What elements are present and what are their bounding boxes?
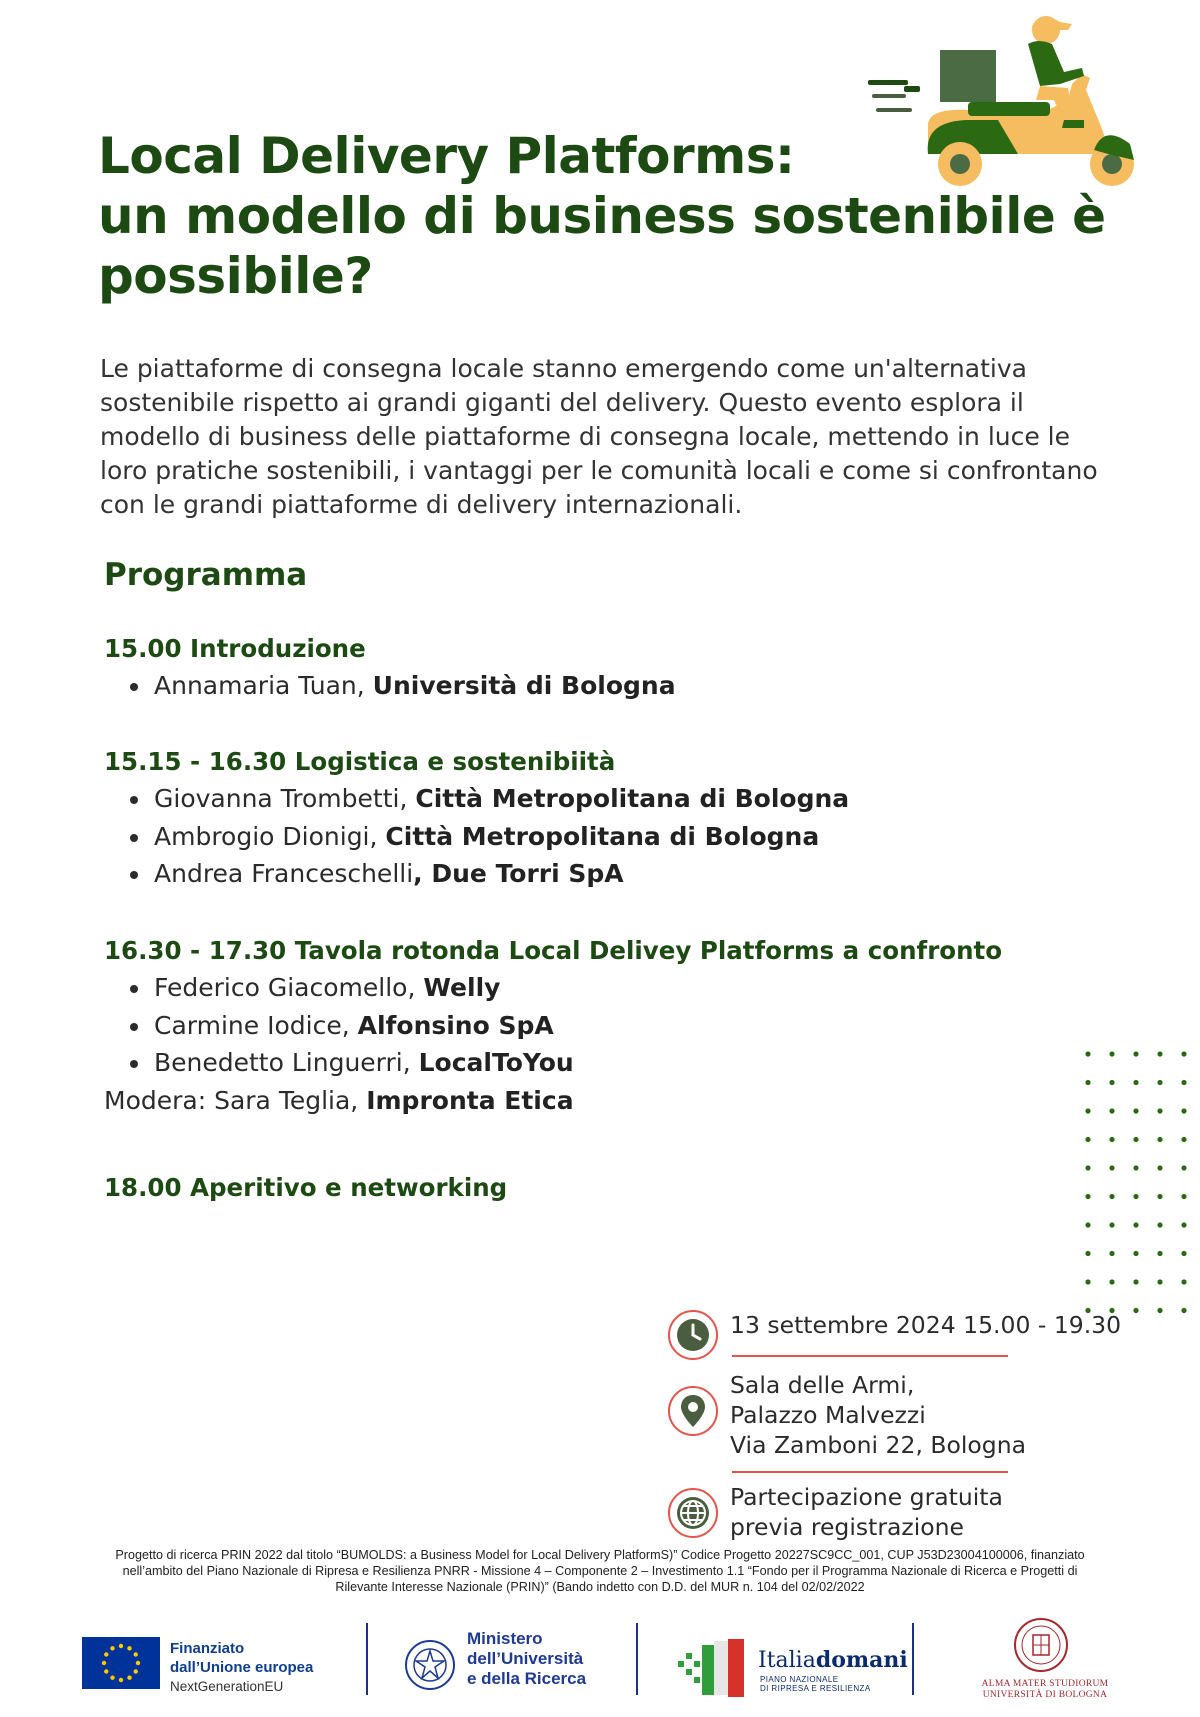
map-pin-icon [668, 1386, 718, 1436]
decoration-dot [1133, 1051, 1138, 1056]
decoration-dot [1133, 1251, 1138, 1256]
speaker-org: Alfonsino SpA [357, 1010, 554, 1040]
decoration-dot [1133, 1108, 1138, 1113]
event-date-row [668, 1310, 1121, 1360]
speaker-item [128, 818, 1104, 856]
unibo-logo-line: ALMA MATER STUDIORUM [981, 1679, 1109, 1689]
speaker-name: Andrea Franceschelli [154, 859, 414, 888]
event-date-line: 13 settembre 2024 15.00 - 19.30 [730, 1311, 1122, 1339]
partner-logos [0, 1615, 1200, 1715]
decoration-dot [1181, 1308, 1186, 1313]
italiadomani-subtitle [760, 1675, 871, 1693]
title-line: Local Delivery Platforms: [98, 127, 795, 185]
intro-line: sostenibile rispetto ai grandi giganti del delivery. Questo evento esplora il [100, 388, 1024, 417]
unibo-logo-text [975, 1679, 1115, 1701]
mur-logo-text [467, 1629, 586, 1689]
decoration-dot [1181, 1137, 1186, 1142]
moderator-org: Impronta Etica [366, 1085, 574, 1115]
dot-grid-decoration [1082, 1048, 1192, 1318]
footnote-line: Rilevante Interesse Nazionale (PRIN)” (Bando indetto con D.D. del MUR n. 104 del 02/02/2022 [335, 1580, 865, 1594]
decoration-dot [1109, 1108, 1114, 1113]
event-location-row [668, 1370, 1026, 1460]
event-location-line: Via Zamboni 22, Bologna [730, 1431, 1026, 1459]
decoration-dot [1181, 1279, 1186, 1284]
decoration-dot [1133, 1080, 1138, 1085]
decoration-dot [1157, 1194, 1162, 1199]
decoration-dot [1085, 1108, 1090, 1113]
speaker-item [128, 1007, 1104, 1045]
eu-logo-line: NextGenerationEU [170, 1679, 284, 1694]
session-title: 15.15 - 16.30 Logistica e sostenibiità [104, 747, 616, 776]
eu-logo-line: Finanziato [170, 1640, 245, 1657]
speaker-org: Città Metropolitana di Bologna [415, 784, 850, 813]
eu-star [134, 1652, 138, 1656]
event-location [730, 1370, 1026, 1460]
decoration-dot [1181, 1251, 1186, 1256]
session-title: 16.30 - 17.30 Tavola rotonda Local Delivey Platforms a confronto [104, 936, 1003, 965]
funding-footnote [20, 1547, 1180, 1595]
session-title: 15.00 Introduzione [104, 634, 366, 663]
speaker-item [128, 780, 1104, 818]
speaker-name: Carmine Iodice, [154, 1010, 358, 1040]
globe-icon [668, 1488, 718, 1538]
decoration-dot [1157, 1108, 1162, 1113]
logo-separator [912, 1623, 914, 1695]
session-title: 18.00 Aperitivo e networking [104, 1173, 508, 1202]
event-registration-line: Partecipazione gratuita [730, 1483, 1003, 1511]
intro-paragraph [100, 352, 1120, 522]
italiadomani-sub-line: PIANO NAZIONALE [760, 1675, 839, 1684]
speaker-name: Ambrogio Dionigi, [154, 821, 386, 851]
speaker-org: Università di Bologna [372, 671, 676, 700]
eu-star [119, 1644, 123, 1648]
speaker-item [128, 855, 1104, 893]
decoration-dot [1157, 1165, 1162, 1170]
italiadomani-wordmark [758, 1647, 908, 1673]
decoration-dot [1133, 1279, 1138, 1284]
speaker-list [128, 780, 1104, 893]
moderator-name: Modera: Sara Teglia, [104, 1085, 367, 1115]
decoration-dot [1085, 1251, 1090, 1256]
decoration-dot [1109, 1137, 1114, 1142]
event-registration [730, 1482, 1003, 1542]
mur-logo-line: dell’Università [467, 1649, 584, 1668]
decoration-dot [1109, 1222, 1114, 1227]
decoration-dot [1133, 1165, 1138, 1170]
decoration-dot [1157, 1251, 1162, 1256]
eu-star [119, 1678, 123, 1682]
decoration-dot [1157, 1308, 1162, 1313]
decoration-dot [1109, 1251, 1114, 1256]
eu-star [127, 1676, 131, 1680]
italiadomani-sub-line: DI RIPRESA E RESILIENZA [760, 1684, 871, 1693]
eu-star [127, 1646, 131, 1650]
eu-star [134, 1669, 138, 1673]
speaker-org: Welly [423, 973, 501, 1002]
agenda-session [104, 933, 1104, 1119]
event-registration-row [668, 1482, 1003, 1542]
decoration-dot [1133, 1308, 1138, 1313]
speaker-name: Giovanna Trombetti, [154, 784, 416, 813]
intro-line: loro pratiche sostenibili, i vantaggi per le comunità locali e come si confrontano [100, 456, 1098, 485]
decoration-dot [1181, 1165, 1186, 1170]
eu-star [110, 1676, 114, 1680]
decoration-dot [1181, 1222, 1186, 1227]
decoration-dot [1133, 1137, 1138, 1142]
clock-icon [668, 1310, 718, 1360]
speaker-item [128, 667, 1104, 705]
italia-light: Italia [758, 1648, 816, 1673]
decoration-dot [1181, 1080, 1186, 1085]
mur-logo-line: e della Ricerca [467, 1669, 587, 1688]
unibo-seal-icon [1013, 1617, 1069, 1673]
decoration-dot [1085, 1279, 1090, 1284]
italia-flag-pixel-icon [676, 1639, 756, 1699]
divider [732, 1471, 1008, 1473]
speaker-name: Annamaria Tuan, [154, 671, 373, 700]
decoration-dot [1109, 1051, 1114, 1056]
agenda-session [104, 1170, 1104, 1206]
italiadomani-logo [676, 1625, 912, 1701]
footnote-line: nell’ambito del Piano Nazionale di Ripresa e Resilienza PNRR - Missione 4 – Componente 2 – Investimento 1.1 “Fondo per il Programma Nazionale di Ricerca e Progetti di [122, 1564, 1078, 1578]
unibo-logo-line: UNIVERSITÀ DI BOLOGNA [982, 1690, 1108, 1700]
decoration-dot [1157, 1222, 1162, 1227]
mur-logo [404, 1629, 604, 1699]
decoration-dot [1157, 1137, 1162, 1142]
mur-logo-line: Ministero [467, 1629, 543, 1648]
eu-star [110, 1646, 114, 1650]
eu-logo [82, 1637, 322, 1697]
page-title [98, 126, 1108, 306]
decoration-dot [1109, 1194, 1114, 1199]
decoration-dot [1109, 1279, 1114, 1284]
event-date [730, 1310, 1121, 1340]
eu-logo-line: dall’Unione europea [170, 1659, 314, 1676]
decoration-dot [1085, 1051, 1090, 1056]
logo-separator [366, 1623, 368, 1695]
intro-line: con le grandi piattaforme di delivery internazionali. [100, 490, 743, 519]
moderator [104, 1082, 1104, 1120]
eu-star [104, 1652, 108, 1656]
speaker-org: Città Metropolitana di Bologna [385, 821, 820, 851]
decoration-dot [1085, 1165, 1090, 1170]
intro-line: Le piattaforme di consegna locale stanno emergendo come un'alternativa [100, 354, 1027, 383]
agenda-session [104, 631, 1104, 705]
intro-line: modello di business delle piattaforme di consegna locale, mettendo in luce le [100, 422, 1071, 451]
event-location-line: Palazzo Malvezzi [730, 1401, 926, 1429]
decoration-dot [1085, 1080, 1090, 1085]
decoration-dot [1085, 1222, 1090, 1227]
speaker-org: , Due Torri SpA [413, 859, 624, 888]
logo-separator [636, 1623, 638, 1695]
decoration-dot [1157, 1080, 1162, 1085]
eu-flag-icon [82, 1637, 160, 1689]
agenda-session [104, 744, 1104, 893]
speaker-item [128, 969, 1104, 1007]
speaker-list [128, 969, 1104, 1082]
speaker-item [128, 1044, 1104, 1082]
title-line: un modello di business sostenibile è [98, 187, 1106, 245]
eu-star [102, 1661, 106, 1665]
speaker-org: LocalToYou [418, 1048, 574, 1077]
decoration-dot [1133, 1194, 1138, 1199]
speaker-name: Benedetto Linguerri, [154, 1048, 419, 1077]
decoration-dot [1157, 1279, 1162, 1284]
decoration-dot [1109, 1080, 1114, 1085]
eu-logo-text [170, 1639, 313, 1696]
divider [732, 1355, 1008, 1357]
speaker-name: Federico Giacomello, [154, 973, 424, 1002]
decoration-dot [1133, 1222, 1138, 1227]
italia-bold: domani [815, 1647, 908, 1673]
decoration-dot [1085, 1137, 1090, 1142]
decoration-dot [1181, 1051, 1186, 1056]
decoration-dot [1181, 1108, 1186, 1113]
decoration-dot [1181, 1194, 1186, 1199]
eu-star [136, 1661, 140, 1665]
event-registration-line: previa registrazione [730, 1513, 964, 1541]
decoration-dot [1109, 1165, 1114, 1170]
title-line: possibile? [98, 247, 373, 305]
unibo-logo [975, 1617, 1115, 1715]
speaker-list [128, 667, 1104, 705]
decoration-dot [1157, 1051, 1162, 1056]
event-location-line: Sala delle Armi, [730, 1371, 915, 1399]
decoration-dot [1085, 1194, 1090, 1199]
programma-heading: Programma [104, 557, 308, 593]
italian-republic-emblem-icon [404, 1639, 456, 1691]
footnote-line: Progetto di ricerca PRIN 2022 dal titolo “BUMOLDS: a Business Model for Local Delivery PlatformS)” Codice Progetto 20227SC9CC_001, CUP J53D23004100006, finanziato [115, 1548, 1085, 1562]
eu-star [104, 1669, 108, 1673]
